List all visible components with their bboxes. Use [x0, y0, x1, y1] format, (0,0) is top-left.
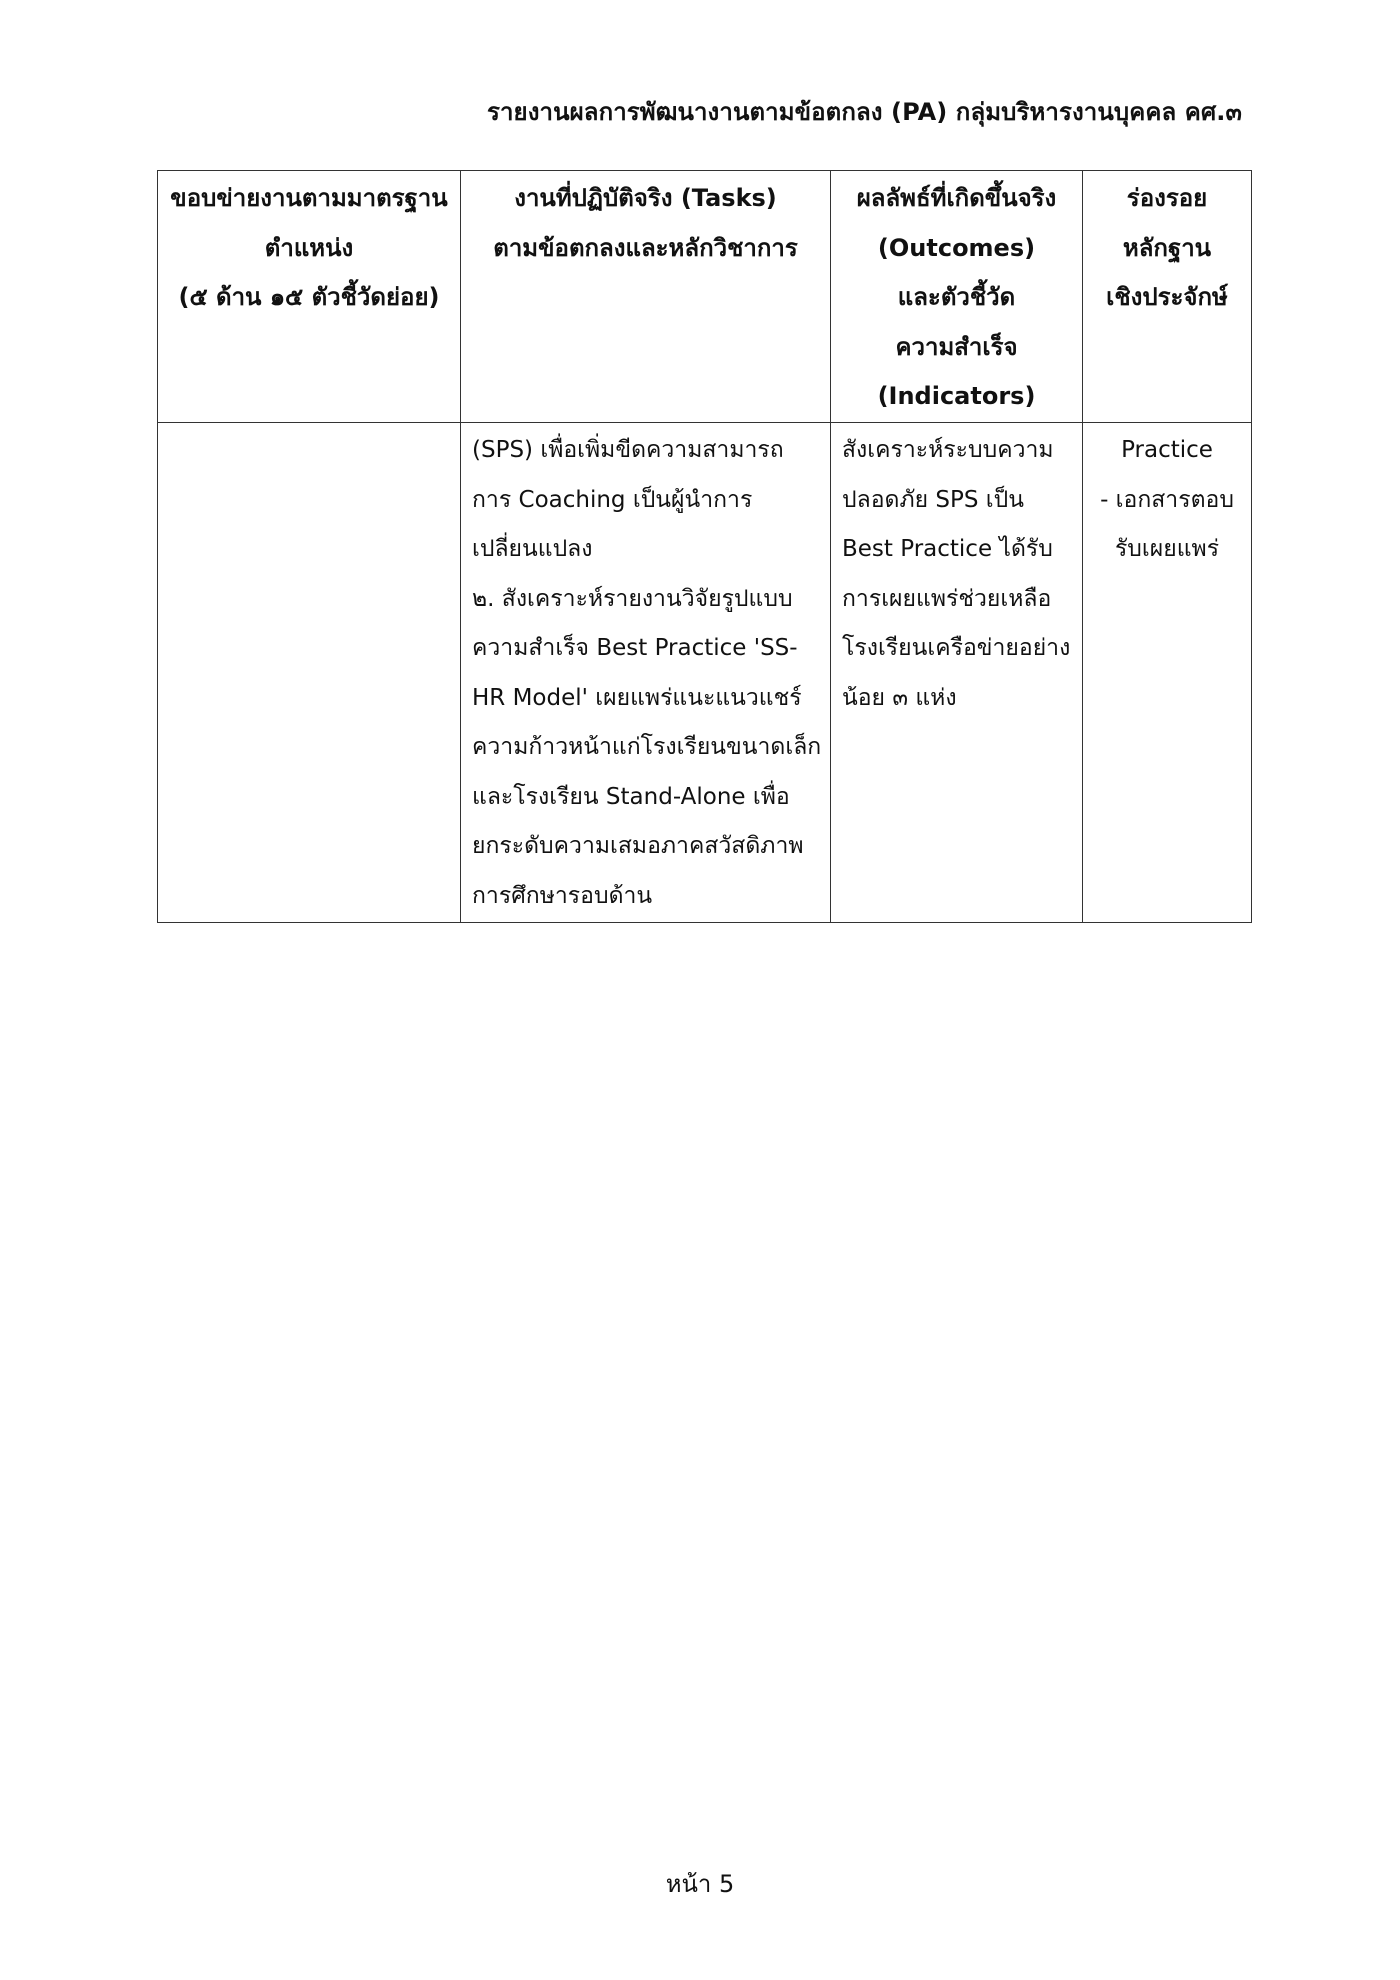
task-line: ความสำเร็จ Best Practice 'SS- — [472, 635, 798, 661]
evidence-line: Practice — [1121, 437, 1213, 463]
header-line: (Indicators) — [877, 382, 1036, 410]
header-line: หลักฐาน — [1122, 233, 1212, 262]
task-line: HR Model' เผยแพร่แนะแนวแชร์ — [472, 684, 802, 711]
evidence-line: รับเผยแพร่ — [1114, 536, 1220, 562]
header-line: ตามข้อตกลงและหลักวิชาการ — [493, 233, 798, 262]
task-line: ยกระดับความเสมอภาคสวัสดิภาพ — [472, 833, 804, 859]
header-outcomes — [831, 171, 1083, 423]
cell-scope-standard — [158, 423, 461, 923]
outcome-line: โรงเรียนเครือข่ายอย่าง — [842, 635, 1071, 661]
header-line: ความสำเร็จ — [895, 332, 1018, 361]
task-line: เปลี่ยนแปลง — [472, 536, 593, 562]
cell-tasks — [461, 423, 831, 923]
pa-report-table — [157, 170, 1252, 923]
task-line: ความก้าวหน้าแก่โรงเรียนขนาดเล็ก — [472, 734, 822, 760]
header-line: (Outcomes) — [877, 233, 1036, 262]
evidence-line: - เอกสารตอบ — [1100, 486, 1234, 513]
table-header-row — [158, 171, 1252, 423]
header-evidence — [1083, 171, 1252, 423]
cell-outcomes — [831, 423, 1083, 923]
header-line: ผลลัพธ์ที่เกิดขึ้นจริง — [856, 184, 1057, 212]
outcome-line: Best Practice ได้รับ — [842, 536, 1053, 562]
task-line: การศึกษารอบด้าน — [472, 882, 653, 909]
outcome-line: สังเคราะห์ระบบความ — [842, 437, 1054, 463]
header-line: เชิงประจักษ์ — [1106, 283, 1228, 311]
task-line: ๒. สังเคราะห์รายงานวิจัยรูปแบบ — [472, 585, 793, 612]
task-line: และโรงเรียน Stand-Alone เพื่อ — [472, 783, 790, 810]
report-header-title: รายงานผลการพัฒนางานตามข้อตกลง (PA) กลุ่มบริหารงานบุคคล คศ.๓ — [486, 98, 1242, 126]
header-line: ร่องรอย — [1126, 184, 1208, 212]
page-number: หน้า 5 — [665, 1870, 735, 1898]
header-line: และตัวชี้วัด — [897, 283, 1016, 311]
task-line: (SPS) เพื่อเพิ่มขีดความสามารถ — [472, 437, 784, 463]
header-tasks — [461, 171, 831, 423]
header-line: ขอบข่ายงานตามมาตรฐาน — [170, 184, 448, 212]
cell-evidence — [1083, 423, 1252, 923]
header-line: งานที่ปฏิบัติจริง (Tasks) — [514, 184, 777, 212]
table-row — [158, 423, 1252, 923]
header-scope-standard — [158, 171, 461, 423]
outcome-line: น้อย ๓ แห่ง — [842, 684, 957, 711]
header-line: ตำแหน่ง — [264, 233, 354, 262]
outcome-line: การเผยแพร่ช่วยเหลือ — [842, 585, 1052, 612]
outcome-line: ปลอดภัย SPS เป็น — [842, 486, 1024, 513]
task-line: การ Coaching เป็นผู้นำการ — [472, 486, 753, 513]
header-line: (๕ ด้าน ๑๕ ตัวชี้วัดย่อย) — [178, 283, 440, 311]
